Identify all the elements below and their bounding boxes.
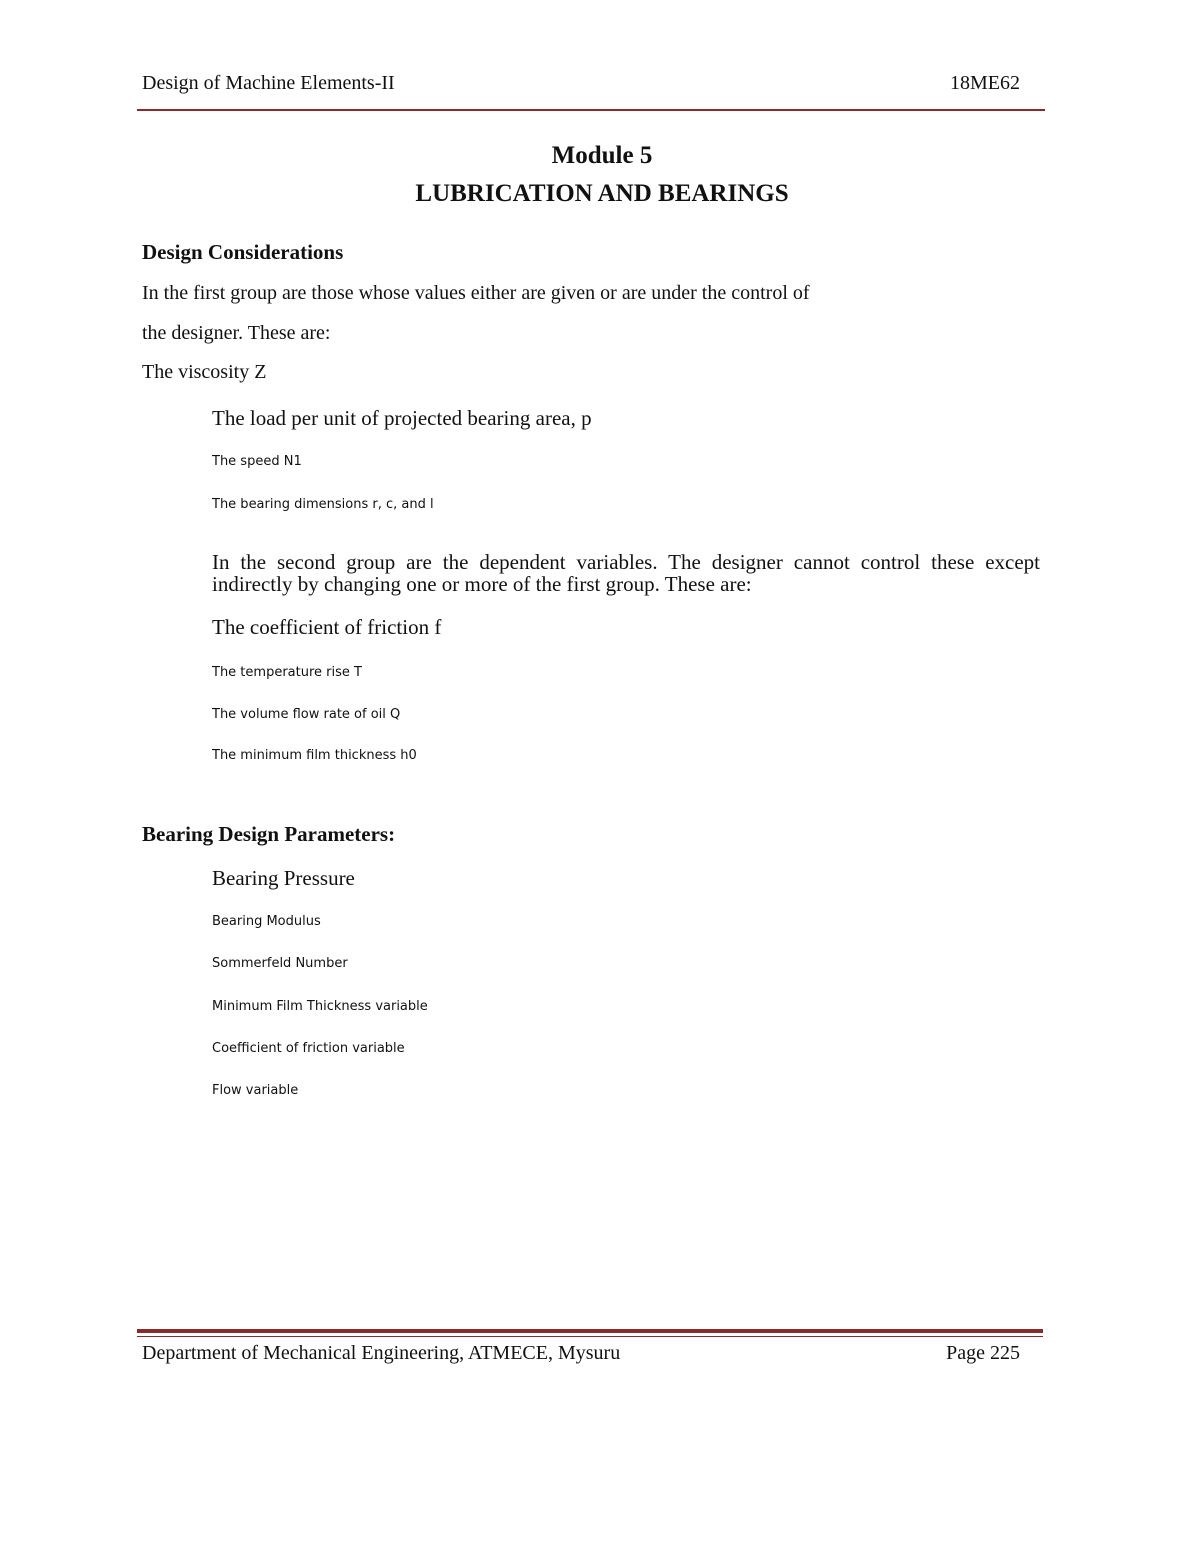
footer-department: Department of Mechanical Engineering, ATMECE, Mysuru: [142, 1342, 621, 1364]
parameter-item: Bearing Modulus: [212, 914, 321, 929]
load-item: The load per unit of projected bearing area, p: [212, 406, 592, 430]
page-number: Page 225: [946, 1342, 1020, 1364]
flow-rate-item: The volume flow rate of oil Q: [212, 707, 401, 722]
second-group-paragraph: In the second group are the dependent variables. The designer cannot control these except indirectly by changing one or more of the first group. These are:: [212, 550, 1040, 596]
temperature-item: The temperature rise T: [212, 665, 362, 680]
parameter-item: Coefficient of friction variable: [212, 1041, 405, 1056]
header-course-code: 18ME62: [950, 72, 1020, 94]
header-title: Design of Machine Elements-II: [142, 72, 395, 94]
speed-item: The speed N1: [212, 454, 302, 469]
module-title: Module 5: [551, 142, 653, 169]
design-considerations-heading: Design Considerations: [142, 240, 344, 264]
friction-item: The coefficient of friction f: [212, 615, 442, 639]
parameter-item: Flow variable: [212, 1083, 299, 1098]
parameter-item: Minimum Film Thickness variable: [212, 999, 428, 1014]
intro-line-2: the designer. These are:: [142, 322, 331, 344]
chapter-title: LUBRICATION AND BEARINGS: [415, 180, 789, 207]
bearing-parameters-heading: Bearing Design Parameters:: [142, 822, 396, 846]
footer-rule-thin: [137, 1336, 1043, 1337]
parameter-item: Sommerfeld Number: [212, 956, 348, 971]
viscosity-item: The viscosity Z: [142, 361, 267, 383]
intro-line-1: In the first group are those whose values either are given or are under the control of: [142, 282, 810, 304]
header-rule: [137, 109, 1045, 111]
parameter-item: Bearing Pressure: [212, 866, 355, 890]
footer-rule-thick: [137, 1329, 1043, 1333]
film-thickness-item: The minimum film thickness h0: [212, 748, 417, 763]
dimensions-item: The bearing dimensions r, c, and l: [212, 497, 434, 512]
